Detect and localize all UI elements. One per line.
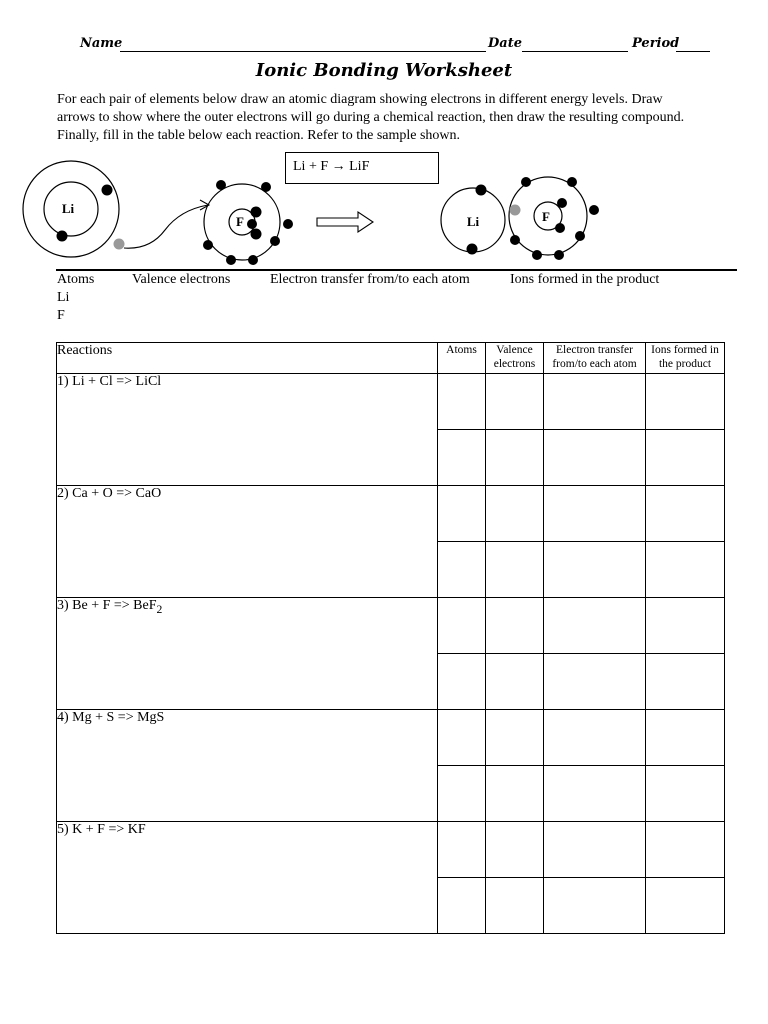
sample-header-atoms: Atoms (57, 272, 95, 287)
answer-cell[interactable] (438, 822, 486, 878)
answer-cell[interactable] (646, 878, 725, 934)
answer-cell[interactable] (486, 878, 544, 934)
sample-equation-box: Li + F → LiF (285, 152, 439, 184)
sample-header-ions: Ions formed in the product (510, 272, 660, 287)
electron-dot (102, 185, 113, 196)
reaction-cell[interactable]: 2) Ca + O => CaO (57, 486, 438, 598)
electron-dot (251, 229, 262, 240)
electron-dot (57, 231, 68, 242)
sample-header-valence: Valence electrons (132, 272, 231, 287)
answer-cell[interactable] (438, 374, 486, 430)
answer-cell[interactable] (486, 822, 544, 878)
electron-dot (521, 177, 531, 187)
header-transfer: Electron transfer from/to each atom (544, 343, 646, 374)
reaction-cell[interactable]: 1) Li + Cl => LiCl (57, 374, 438, 486)
answer-cell[interactable] (646, 654, 725, 710)
product-f-symbol: F (542, 209, 550, 224)
answer-cell[interactable] (544, 374, 646, 430)
electron-dot (555, 223, 565, 233)
instruction-line: Finally, fill in the table below each reaction. Refer to the sample shown. (57, 128, 461, 143)
period-label: Period (632, 36, 680, 51)
answer-cell[interactable] (646, 430, 725, 486)
answer-cell[interactable] (646, 598, 725, 654)
answer-cell[interactable] (438, 598, 486, 654)
answer-cell[interactable] (486, 542, 544, 598)
electron-dot (589, 205, 599, 215)
electron-dot (251, 207, 262, 218)
electron-dot (261, 182, 271, 192)
answer-cell[interactable] (438, 710, 486, 766)
header-reactions: Reactions (57, 343, 438, 374)
answer-cell[interactable] (646, 486, 725, 542)
table-row (57, 486, 725, 542)
answer-cell[interactable] (438, 766, 486, 822)
reaction-cell[interactable]: 4) Mg + S => MgS (57, 710, 438, 822)
electron-dot (476, 185, 487, 196)
date-field[interactable] (522, 51, 628, 52)
electron-dot (203, 240, 213, 250)
table-row (57, 374, 725, 430)
reaction-arrow-icon (317, 212, 373, 232)
answer-cell[interactable] (646, 542, 725, 598)
answer-cell[interactable] (544, 878, 646, 934)
electron-dot (226, 255, 236, 265)
instructions (57, 91, 747, 145)
answer-cell[interactable] (646, 766, 725, 822)
electron-dot (557, 198, 567, 208)
answer-cell[interactable] (438, 430, 486, 486)
reactions-table (56, 342, 725, 934)
answer-cell[interactable] (544, 654, 646, 710)
electron-dot (467, 244, 478, 255)
table-row (57, 598, 725, 654)
electron-dot (554, 250, 564, 260)
answer-cell[interactable] (544, 822, 646, 878)
answer-cell[interactable] (486, 430, 544, 486)
answer-cell[interactable] (486, 598, 544, 654)
answer-cell[interactable] (544, 598, 646, 654)
answer-cell[interactable] (486, 654, 544, 710)
answer-cell[interactable] (544, 710, 646, 766)
answer-cell[interactable] (486, 486, 544, 542)
electron-dot (247, 219, 257, 229)
transfer-arrow (124, 205, 208, 248)
header-line (80, 36, 712, 56)
sample-header-transfer: Electron transfer from/to each atom (270, 272, 470, 287)
transfer-electron-dot (114, 239, 125, 250)
electron-dot (248, 255, 258, 265)
table-row (57, 710, 725, 766)
answer-cell[interactable] (486, 374, 544, 430)
product-li-symbol: Li (466, 214, 480, 229)
instruction-line: For each pair of elements below draw an atomic diagram showing electrons in different energy levels. Draw (57, 92, 663, 107)
instruction-line: arrows to show where the outer electrons will go during a chemical reaction, then draw the resulting compound. (57, 110, 685, 125)
table-header-row (57, 343, 725, 374)
name-field[interactable] (120, 51, 486, 52)
electron-dot (567, 177, 577, 187)
divider (56, 269, 737, 271)
sample-row-li: Li (57, 290, 70, 305)
transferred-electron-dot (510, 205, 521, 216)
answer-cell[interactable] (438, 878, 486, 934)
answer-cell[interactable] (544, 486, 646, 542)
answer-cell[interactable] (544, 542, 646, 598)
electron-dot (270, 236, 280, 246)
answer-cell[interactable] (438, 654, 486, 710)
sample-row-f: F (57, 308, 65, 323)
header-ions: Ions formed in the product (646, 343, 725, 374)
electron-dot (510, 235, 520, 245)
answer-cell[interactable] (646, 374, 725, 430)
answer-cell[interactable] (438, 542, 486, 598)
table-row (57, 822, 725, 878)
header-atoms: Atoms (438, 343, 486, 374)
name-label: Name (80, 36, 123, 51)
electron-dot (216, 180, 226, 190)
date-label: Date (488, 36, 522, 51)
electron-dot (532, 250, 542, 260)
header-valence: Valence electrons (486, 343, 544, 374)
electron-dot (283, 219, 293, 229)
answer-cell[interactable] (646, 822, 725, 878)
li-symbol: Li (61, 201, 75, 216)
answer-cell[interactable] (486, 766, 544, 822)
reaction-cell[interactable]: 3) Be + F => BeF$_2$ (57, 598, 438, 710)
answer-cell[interactable] (544, 766, 646, 822)
answer-cell[interactable] (486, 710, 544, 766)
page-title: Ionic Bonding Worksheet (255, 60, 513, 81)
answer-cell[interactable] (646, 710, 725, 766)
period-field[interactable] (676, 51, 710, 52)
reaction-cell[interactable]: 5) K + F => KF (57, 822, 438, 934)
answer-cell[interactable] (438, 486, 486, 542)
answer-cell[interactable] (544, 430, 646, 486)
electron-dot (575, 231, 585, 241)
f-symbol: F (236, 214, 244, 229)
